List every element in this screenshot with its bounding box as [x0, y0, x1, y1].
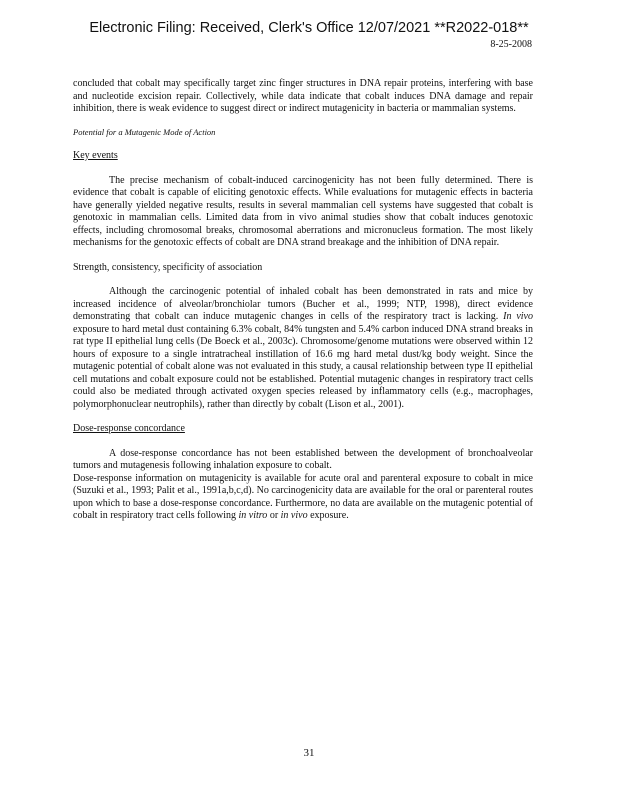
- key-events-heading: Key events: [73, 150, 118, 161]
- dose-response-heading: Dose-response concordance: [73, 423, 185, 434]
- strength-heading: Strength, consistency, specificity of association: [73, 261, 263, 273]
- dose-paragraph-1: A dose-response concordance has not been established between the development of bronchoalveolar tumors and mutagenesis following inhalation exposure to cobalt.: [73, 447, 533, 471]
- in-vivo-term-2: in vivo: [280, 510, 308, 521]
- document-date: 8-25-2008: [490, 39, 532, 50]
- in-vivo-term: In vivo: [503, 311, 533, 322]
- dose-paragraph-2: [73, 473, 533, 523]
- exposure-end: exposure.: [310, 510, 349, 521]
- page-number: 31: [303, 747, 315, 759]
- strength-text-1: Although the carcinogenic potential of inhaled cobalt has been demonstrated in rats and mice by increased incidence of alveolar/bronchiolar tumors (Bucher et al., 1999; NTP, 1998), direct evidence demonstrating that cobalt can induce mutagenic changes in cells of the respiratory tract is lacking.: [73, 286, 533, 322]
- strength-paragraph: [73, 286, 533, 411]
- dose-text-2: Dose-response information on mutagenicity is available for acute oral and parenteral exposure to cobalt in mice (Suzuki et al., 1993; Palit et al., 1991a,b,c,d). No carcinogenicity data are available for the oral or parenteral routes upon which to base a dose-response concordance. Furthermore, no data are available on the mutagenic potential of cobalt in respiratory tract cells following: [73, 472, 533, 521]
- intro-paragraph: concluded that cobalt may specifically target zinc finger structures in DNA repair proteins, interfering with base and nucleotide excision repair. Collectively, while data indicate that cobalt induces DNA damage and repair inhibition, there is weak evidence to suggest direct or indirect mutagenicity in bacteria or mammalian systems.: [73, 78, 533, 114]
- key-events-paragraph: The precise mechanism of cobalt-induced carcinogenicity has not been fully determined. There is evidence that cobalt is capable of eliciting genotoxic effects. While evaluations for mutagenic effects in bacteria have generally yielded negative results, results in several mammalian cell systems have suggested that cobalt is genotoxic in mammalian cells. Limited data from in vivo animal studies show that cobalt induces genotoxic effects, including chromosomal breaks, chromosomal aberrations and micronucleus formation. The most likely mechanisms for the genotoxic effects of cobalt are DNA strand breakage and the inhibition of DNA repair.: [73, 174, 533, 248]
- in-vitro-term: in vitro: [238, 510, 268, 521]
- filing-header: Electronic Filing: Received, Clerk's Office 12/07/2021 **R2022-018**: [89, 20, 529, 36]
- document-body: [73, 78, 533, 523]
- strength-text-2: exposure to hard metal dust containing 6.3% cobalt, 84% tungsten and 5.4% carbon induced DNA strand breaks in rat type II epithelial lung cells (De Boeck et al., 2003c). Chromosome/genome mutations were observed within 12 hours of exposure to a single intratracheal instillation of 16.6 mg hard metal dust/kg body weight. Since the mutagenic potential of cobalt alone was not evaluated in this study, a causal relationship between type II epithelial cell mutations and cobalt exposure could not be established. Potential mutagenic changes in respiratory tract cells could also be mediated through activated oxygen species released by inflammatory cells (e.g., macrophages, polymorphonuclear neutrophils), rather than directly by cobalt (Lison et al., 2001).: [73, 323, 533, 410]
- section-title: Potential for a Mutagenic Mode of Action: [73, 126, 216, 137]
- or-word: or: [269, 510, 279, 521]
